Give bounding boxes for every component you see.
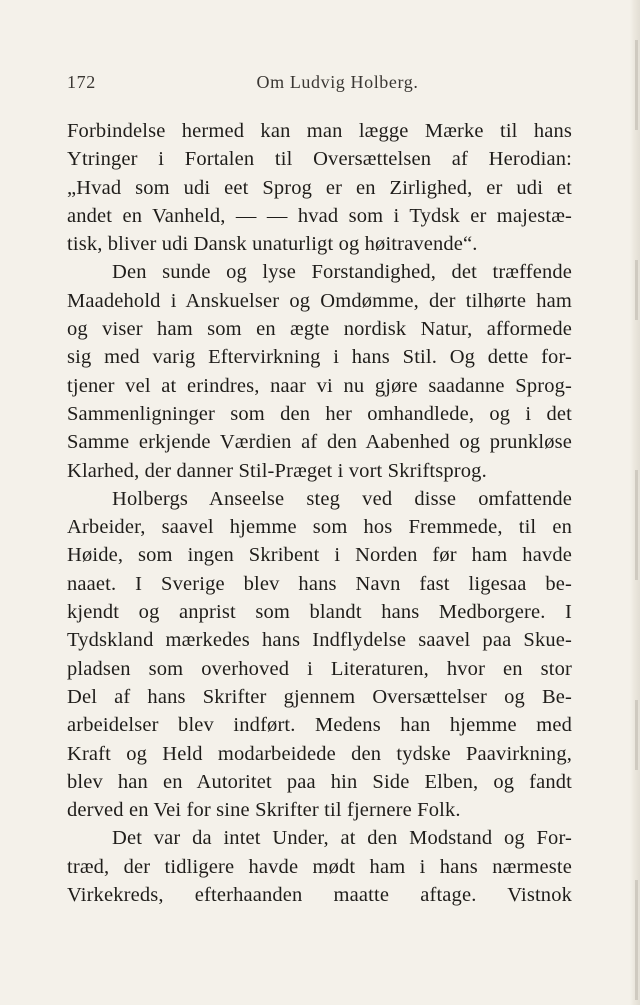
- edge-mark: [635, 40, 638, 130]
- text-line: Kraft og Held modarbeidede den tydske Paavirkning,: [67, 742, 572, 765]
- text-line: blev han en Autoritet paa hin Side Elben, og fandt: [67, 770, 572, 793]
- text-line: tisk, bliver udi Dansk unaturligt og høitravende“.: [67, 233, 478, 256]
- text-line: derved en Vei for sine Skrifter til fjernere Folk.: [67, 799, 461, 822]
- text-line: arbeidelser blev indført. Medens han hjemme med: [67, 714, 572, 737]
- text-line: tjener vel at erindres, naar vi nu gjøre saadanne Sprog-: [67, 374, 572, 397]
- text-line: Maadehold i Anskuelser og Omdømme, der tilhørte ham: [67, 289, 572, 312]
- text-line: Arbeider, saavel hjemme som hos Fremmede, til en: [67, 516, 572, 539]
- text-line: træd, der tidligere havde mødt ham i hans nærmeste: [67, 855, 572, 878]
- running-head: [67, 72, 572, 94]
- text-line: Høide, som ingen Skribent i Norden før ham havde: [67, 544, 572, 567]
- text-line: kjendt og anprist som blandt hans Medborgere. I: [67, 601, 572, 624]
- text-line: og viser ham som en ægte nordisk Natur, afformede: [67, 318, 572, 341]
- page-edge: [630, 0, 640, 1005]
- text-line: Holbergs Anseelse steg ved disse omfattende: [112, 487, 572, 510]
- text-line: Sammenligninger som den her omhandlede, og i det: [67, 402, 572, 425]
- edge-mark: [635, 700, 638, 770]
- text-line: sig med varig Eftervirkning i hans Stil. Og dette for-: [67, 346, 572, 369]
- body-text: [67, 117, 572, 909]
- text-line: pladsen som overhoved i Literaturen, hvor en stor: [67, 657, 572, 680]
- running-title: Om Ludvig Holberg.: [256, 72, 419, 92]
- text-line: Klarhed, der danner Stil-Præget i vort Skriftsprog.: [67, 459, 487, 482]
- text-line: Ytringer i Fortalen til Oversættelsen af Herodian:: [67, 148, 572, 171]
- text-line: Virkekreds, efterhaanden maatte aftage. Vistnok: [67, 884, 572, 907]
- text-line: „Hvad som udi eet Sprog er en Zirlighed, er udi et: [67, 176, 572, 199]
- edge-mark: [635, 260, 638, 320]
- text-line: andet en Vanheld, — — hvad som i Tydsk er majestæ-: [67, 204, 572, 227]
- edge-mark: [635, 470, 638, 580]
- edge-mark: [635, 880, 638, 1000]
- text-line: Samme erkjende Værdien af den Aabenhed og prunkløse: [67, 431, 572, 454]
- text-line: Det var da intet Under, at den Modstand og For-: [112, 827, 572, 850]
- text-line: naaet. I Sverige blev hans Navn fast ligesaa be-: [67, 572, 572, 595]
- text-line: Tydskland mærkedes hans Indflydelse saavel paa Skue-: [67, 629, 572, 652]
- text-line: Forbindelse hermed kan man lægge Mærke til hans: [67, 120, 572, 142]
- page-number: 172: [67, 72, 96, 92]
- text-line: Den sunde og lyse Forstandighed, det træffende: [112, 261, 572, 284]
- text-line: Del af hans Skrifter gjennem Oversættelser og Be-: [67, 685, 572, 708]
